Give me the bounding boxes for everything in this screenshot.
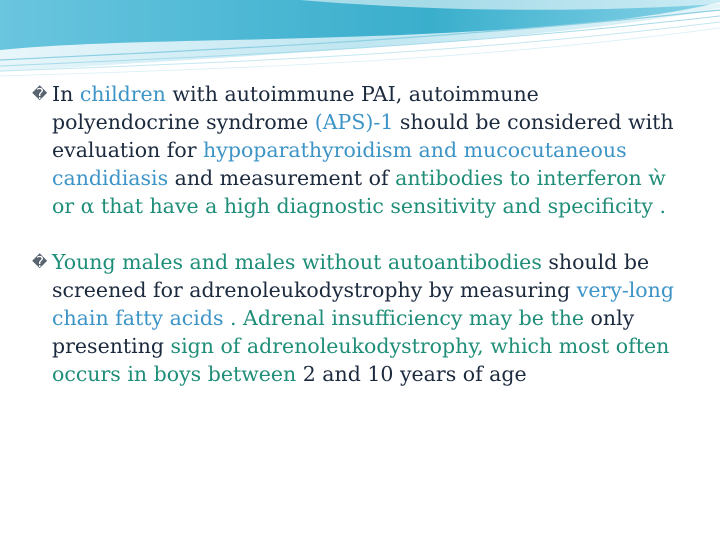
text-segment: hypoparathyroidism and mucocutaneous candidiasis — [52, 138, 627, 190]
text-segment: only presenting — [52, 306, 635, 358]
text-segment: that have a high diagnostic sensitivity and specificity . — [94, 194, 666, 218]
text-segment: should be screened for adrenoleukodystrophy by measuring — [52, 250, 650, 302]
bullet-adrenoleukodystrophy — [32, 248, 692, 388]
header-wave-decoration — [0, 0, 720, 90]
text-segment: and measurement of — [168, 166, 396, 190]
text-segment: should be considered with evaluation for — [52, 110, 674, 162]
text-segment: Young males and males without autoantibodies — [52, 250, 542, 274]
text-segment: 2 and 10 years of age — [302, 362, 527, 386]
text-segment: In — [52, 82, 80, 106]
bullet-marker-icon: � — [32, 253, 48, 271]
text-segment: antibodies to interferon ẁ or α — [52, 166, 666, 218]
text-segment: very-long chain fatty acids — [52, 278, 674, 330]
text-segment: sign of adrenoleukodystrophy, which most often occurs in boys between — [52, 334, 670, 386]
text-segment: with autoimmune PAI, autoimmune polyendocrine syndrome — [52, 82, 539, 134]
text-segment: . Adrenal insufficiency may be the — [223, 306, 591, 330]
text-segment: (APS)-1 — [314, 110, 394, 134]
slide-body — [32, 80, 692, 388]
bullet-aps1 — [32, 80, 692, 220]
bullet-marker-icon: � — [32, 85, 48, 103]
text-segment: children — [79, 82, 166, 106]
